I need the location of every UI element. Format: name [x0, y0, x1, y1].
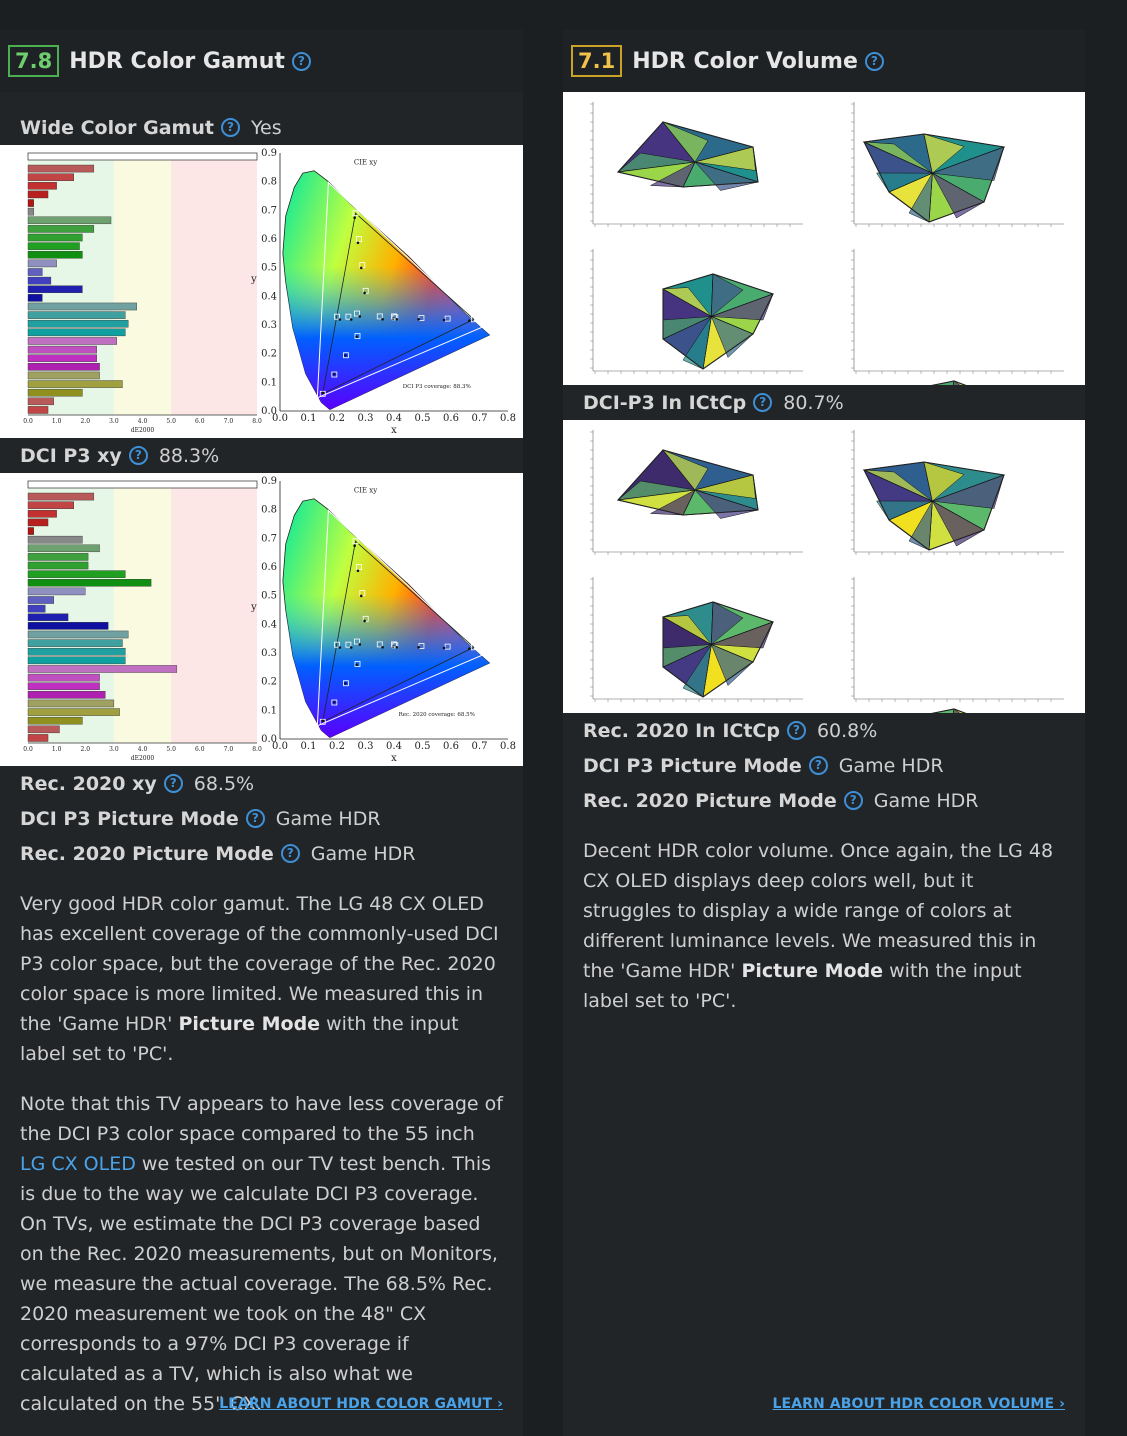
cie-y-tick-label: 0.2	[261, 676, 277, 688]
test-label: Rec. 2020 Picture Mode	[20, 842, 274, 865]
de-bar	[28, 553, 88, 560]
text: we tested on our TV test bench. This is due to the way we calculate DCI P3 coverage. On TVs, we estimate the DCI P3 coverage based on the Rec. 2020 measurements, but on Monitors, we measure the actual coverage. The 68.5% Rec. 2020 measurement we took on the 48" CX corresponds to a 97% DCI P3 coverage if calculated as a TV, which is also what we calculated on the 55" CX.	[20, 1153, 498, 1415]
de-bar	[28, 545, 100, 552]
de-tick-label: 1.0	[51, 418, 62, 425]
measured-dot	[360, 267, 363, 270]
text: Note that this TV appears to have less coverage of the DCI P3 color space compared to the 55 inch	[20, 1093, 503, 1145]
help-icon[interactable]: ?	[809, 756, 828, 775]
test-row-dci-p3-ictcp	[563, 385, 1085, 420]
zone-red	[171, 481, 257, 743]
measured-dot	[355, 663, 358, 666]
cie-y-tick-label: 0.1	[261, 705, 277, 717]
measured-dot	[417, 646, 420, 649]
de-bar	[28, 381, 122, 388]
de-bar	[28, 165, 94, 172]
cie-x-tick-label: 0.3	[357, 741, 374, 752]
measured-dot	[396, 318, 399, 321]
measured-dot	[417, 318, 420, 321]
lg-cx-oled-link[interactable]: LG CX OLED	[20, 1153, 136, 1175]
cie-x-tick-label: 0.1	[300, 413, 317, 424]
cie-y-tick-label: 0.7	[261, 205, 277, 217]
cie-x-tick-label: 0.6	[443, 413, 459, 424]
bar-top	[28, 481, 257, 488]
help-icon[interactable]: ?	[164, 774, 183, 793]
de-bar	[28, 372, 100, 379]
de-bar	[28, 363, 100, 370]
de-bar	[28, 596, 54, 603]
de-bar	[28, 260, 57, 267]
cie-y-tick-label: 0.3	[261, 320, 277, 331]
volume-facet	[914, 709, 954, 713]
cie-y-tick-label: 0.9	[261, 476, 277, 487]
measured-dot	[350, 318, 353, 321]
de-tick-label: 7.0	[223, 418, 234, 425]
cie-y-tick-label: 0.8	[261, 176, 277, 188]
test-label: Rec. 2020 In ICtCp	[583, 719, 780, 742]
cie-y-tick-label: 0.0	[261, 734, 277, 745]
de-bar	[28, 734, 48, 741]
de-tick-label: 2.0	[80, 746, 91, 753]
test-value: Game HDR	[275, 807, 381, 830]
section-title: HDR Color Gamut	[69, 48, 285, 74]
cie-y-tick-label: 0.7	[261, 533, 277, 545]
de-bar	[28, 225, 94, 232]
de-bar	[28, 648, 125, 655]
help-icon[interactable]: ?	[221, 118, 240, 137]
de-bar	[28, 700, 114, 707]
de-bar	[28, 640, 122, 647]
test-label: Wide Color Gamut	[20, 116, 214, 139]
cie-y-tick-label: 0.0	[261, 406, 277, 417]
test-row-rec2020-picture-mode	[563, 783, 1085, 818]
test-label: Rec. 2020 xy	[20, 772, 157, 795]
cie-x-tick-label: 0.6	[443, 741, 459, 752]
test-value: 60.8%	[816, 719, 878, 742]
de-tick-label: 4.0	[137, 746, 148, 753]
spectral-locus-blue	[283, 499, 490, 738]
spectral-locus-blue	[283, 171, 490, 410]
learn-hdr-color-volume-link[interactable]	[773, 1396, 1065, 1412]
de-bar	[28, 519, 48, 526]
de-tick-label: 6.0	[194, 746, 205, 753]
text: Decent HDR color volume. Once again, the LG 48 CX OLED displays deep colors well, but it struggles to display a wide range of colors at different luminance levels. We measured this in the 'Game HDR'	[583, 840, 1054, 982]
de-bar	[28, 527, 34, 534]
gamut-chart-rec2020	[0, 473, 523, 766]
test-row-wide-color-gamut	[0, 110, 523, 145]
cie-y-tick-label: 0.6	[261, 562, 277, 573]
volume-panel	[590, 249, 803, 374]
cie-x-tick-label: 0.5	[414, 741, 431, 752]
coverage-label: DCI P3 coverage: 88.3%	[402, 384, 471, 391]
de-axis-label: dE2000	[130, 755, 155, 762]
help-icon[interactable]: ?	[281, 844, 300, 863]
de-bar	[28, 268, 42, 275]
hdr-color-volume-section	[563, 30, 1085, 1436]
text: with the input label set to 'PC'.	[583, 960, 1022, 1012]
volume-chart-svg	[563, 420, 1085, 713]
volume-panel	[851, 102, 1064, 227]
cie-y-tick-label: 0.1	[261, 377, 277, 389]
measured-dot	[322, 392, 325, 395]
measured-dot	[339, 318, 342, 321]
bold-text: Picture Mode	[178, 1013, 321, 1035]
cie-x-tick-label: 0.4	[386, 413, 402, 424]
de-bar	[28, 691, 105, 698]
test-label: DCI-P3 In ICtCp	[583, 391, 747, 414]
help-icon[interactable]: ?	[753, 393, 772, 412]
text: with the input label set to 'PC'.	[20, 1013, 459, 1065]
measured-dot	[333, 701, 336, 704]
de-bar	[28, 665, 177, 672]
volume-facet	[914, 381, 954, 385]
section-header	[563, 30, 1085, 92]
cie-y-tick-label: 0.2	[261, 348, 277, 360]
help-icon[interactable]: ?	[844, 791, 863, 810]
de-bar	[28, 294, 42, 301]
de-bar	[28, 657, 125, 664]
volume-chart-rec2020	[563, 420, 1085, 713]
volume-chart-p3	[563, 92, 1085, 385]
de-bar	[28, 674, 100, 681]
cie-x-tick-label: 0.3	[357, 413, 374, 424]
measured-dot	[357, 569, 360, 572]
link-label: LEARN ABOUT HDR COLOR VOLUME	[772, 1396, 1055, 1412]
help-icon[interactable]: ?	[292, 52, 311, 71]
de-bar	[28, 346, 97, 353]
test-row-dci-p3-picture-mode	[0, 801, 523, 836]
cie-y-tick-label: 0.4	[261, 291, 277, 303]
de-bar	[28, 709, 120, 716]
chevron-right-icon: ›	[1059, 1396, 1065, 1412]
de-bar	[28, 191, 48, 198]
test-value: Game HDR	[873, 789, 979, 812]
measured-dot	[396, 646, 399, 649]
de-bar	[28, 536, 82, 543]
cie-y-tick-label: 0.8	[261, 504, 277, 516]
help-icon[interactable]: ?	[129, 446, 148, 465]
measured-dot	[355, 335, 358, 338]
de-bar	[28, 571, 125, 578]
measured-dot	[353, 216, 356, 219]
cie-x-tick-label: 0.0	[272, 413, 288, 424]
cie-x-label: x	[391, 753, 397, 764]
hdr-color-gamut-section	[0, 30, 523, 1436]
de-bar	[28, 502, 74, 509]
help-icon[interactable]: ?	[865, 52, 884, 71]
de-bar	[28, 605, 45, 612]
de-bar	[28, 398, 54, 405]
measured-dot	[363, 292, 366, 295]
test-label: Rec. 2020 Picture Mode	[583, 789, 837, 812]
de-bar	[28, 312, 125, 319]
de-bar	[28, 251, 82, 258]
de-tick-label: 3.0	[109, 418, 119, 425]
de-tick-label: 5.0	[166, 746, 176, 753]
test-label: DCI P3 Picture Mode	[20, 807, 239, 830]
cie-x-tick-label: 0.4	[386, 741, 402, 752]
measured-dot	[363, 620, 366, 623]
measured-dot	[468, 319, 471, 322]
test-row-dci-p3-picture-mode	[563, 748, 1085, 783]
cie-y-tick-label: 0.6	[261, 234, 277, 245]
cie-title: CIE xy	[353, 486, 378, 495]
cie-y-tick-label: 0.5	[261, 262, 277, 274]
learn-hdr-color-gamut-link[interactable]	[219, 1396, 503, 1412]
de-axis-label: dE2000	[130, 427, 155, 434]
de-tick-label: 5.0	[166, 418, 176, 425]
volume-panel	[590, 102, 803, 227]
de-bar	[28, 562, 88, 569]
cie-y-label: y	[251, 602, 257, 613]
test-value: Game HDR	[310, 842, 416, 865]
cie-chart-svg	[0, 473, 523, 766]
link-label: LEARN ABOUT HDR COLOR GAMUT	[219, 1396, 493, 1412]
cie-y-tick-label: 0.4	[261, 619, 277, 631]
test-row-dci-p3-xy	[0, 438, 523, 473]
cie-x-tick-label: 0.8	[500, 413, 516, 424]
de-bar	[28, 199, 34, 206]
de-bar	[28, 588, 85, 595]
de-tick-label: 1.0	[51, 746, 62, 753]
de-tick-label: 0.0	[23, 746, 33, 753]
measured-dot	[360, 595, 363, 598]
de-tick-label: 8.0	[252, 746, 262, 753]
de-tick-label: 3.0	[109, 746, 119, 753]
measured-dot	[333, 373, 336, 376]
coverage-label: Rec. 2020 coverage: 68.5%	[398, 712, 475, 719]
de-bar	[28, 217, 111, 224]
cie-y-tick-label: 0.9	[261, 148, 277, 159]
measured-dot	[359, 643, 362, 646]
volume-panel	[851, 430, 1064, 555]
de-bar	[28, 303, 137, 310]
de-bar	[28, 683, 100, 690]
measured-dot	[353, 544, 356, 547]
de-tick-label: 0.0	[23, 418, 33, 425]
bold-text: Picture Mode	[741, 960, 884, 982]
test-value: Yes	[250, 116, 282, 139]
de-bar	[28, 493, 94, 500]
de-bar	[28, 510, 57, 517]
measured-dot	[359, 315, 362, 318]
cie-x-tick-label: 0.7	[471, 413, 488, 424]
de-bar	[28, 234, 82, 241]
zone-yellow	[114, 153, 171, 415]
de-bar	[28, 717, 82, 724]
volume-chart-svg	[563, 92, 1085, 385]
volume-panel	[851, 577, 1064, 713]
measured-dot	[344, 682, 347, 685]
cie-title: CIE xy	[353, 158, 378, 167]
test-value: Game HDR	[838, 754, 944, 777]
measured-dot	[357, 241, 360, 244]
de-bar	[28, 579, 151, 586]
score-badge: 7.1	[571, 45, 622, 77]
cie-x-tick-label: 0.5	[414, 413, 431, 424]
de-bar	[28, 726, 59, 733]
de-bar	[28, 355, 97, 362]
de-tick-label: 8.0	[252, 418, 262, 425]
de-tick-label: 6.0	[194, 418, 205, 425]
test-value: 68.5%	[193, 772, 255, 795]
measured-dot	[443, 647, 446, 650]
measured-dot	[443, 319, 446, 322]
cie-x-tick-label: 0.2	[329, 413, 345, 424]
cie-y-tick-label: 0.3	[261, 648, 277, 659]
section-header	[0, 30, 523, 92]
description-paragraph	[0, 889, 523, 1069]
description-paragraph	[563, 836, 1085, 1016]
de-bar	[28, 614, 68, 621]
de-bar	[28, 337, 117, 344]
cie-y-tick-label: 0.5	[261, 590, 277, 602]
test-row-rec2020-ictcp	[563, 713, 1085, 748]
section-title: HDR Color Volume	[632, 48, 858, 74]
cie-chart-svg	[0, 145, 523, 438]
test-value: 80.7%	[783, 391, 844, 414]
help-icon[interactable]: ?	[787, 721, 806, 740]
de-tick-label: 7.0	[223, 746, 234, 753]
volume-panel	[590, 577, 803, 702]
measured-dot	[339, 646, 342, 649]
cie-x-tick-label: 0.7	[471, 741, 488, 752]
cie-x-tick-label: 0.0	[272, 741, 288, 752]
volume-panel	[590, 430, 803, 555]
de-bar	[28, 622, 108, 629]
de-bar	[28, 243, 80, 250]
cie-x-tick-label: 0.8	[500, 741, 516, 752]
cie-x-tick-label: 0.1	[300, 741, 317, 752]
de-bar	[28, 277, 51, 284]
test-label: DCI P3 Picture Mode	[583, 754, 802, 777]
test-row-rec2020-xy	[0, 766, 523, 801]
de-bar	[28, 631, 128, 638]
zone-yellow	[114, 481, 171, 743]
de-bar	[28, 389, 82, 396]
measured-dot	[322, 720, 325, 723]
volume-panel	[851, 249, 1064, 385]
cie-x-label: x	[391, 425, 397, 436]
test-label: DCI P3 xy	[20, 444, 122, 467]
de-bar	[28, 286, 82, 293]
de-bar	[28, 182, 57, 189]
de-tick-label: 4.0	[137, 418, 148, 425]
test-value: 88.3%	[158, 444, 220, 467]
zone-red	[171, 153, 257, 415]
measured-dot	[381, 646, 384, 649]
de-bar	[28, 320, 128, 327]
help-icon[interactable]: ?	[246, 809, 265, 828]
measured-dot	[381, 318, 384, 321]
note-paragraph	[0, 1089, 523, 1419]
cie-y-label: y	[251, 274, 257, 285]
bar-top	[28, 153, 257, 160]
test-row-rec2020-picture-mode	[0, 836, 523, 871]
measured-dot	[350, 646, 353, 649]
de-bar	[28, 329, 125, 336]
text: Very good HDR color gamut. The LG 48 CX OLED has excellent coverage of the commonly-used DCI P3 color space, but the coverage of the Rec. 2020 color space is more limited. We measured this in the 'Game HDR'	[20, 893, 499, 1035]
de-bar	[28, 406, 48, 413]
chevron-right-icon: ›	[497, 1396, 503, 1412]
gamut-chart-p3	[0, 145, 523, 438]
cie-x-tick-label: 0.2	[329, 741, 345, 752]
de-bar	[28, 208, 34, 215]
measured-dot	[344, 354, 347, 357]
de-bar	[28, 174, 74, 181]
score-badge: 7.8	[8, 45, 59, 77]
de-tick-label: 2.0	[80, 418, 91, 425]
measured-dot	[468, 647, 471, 650]
